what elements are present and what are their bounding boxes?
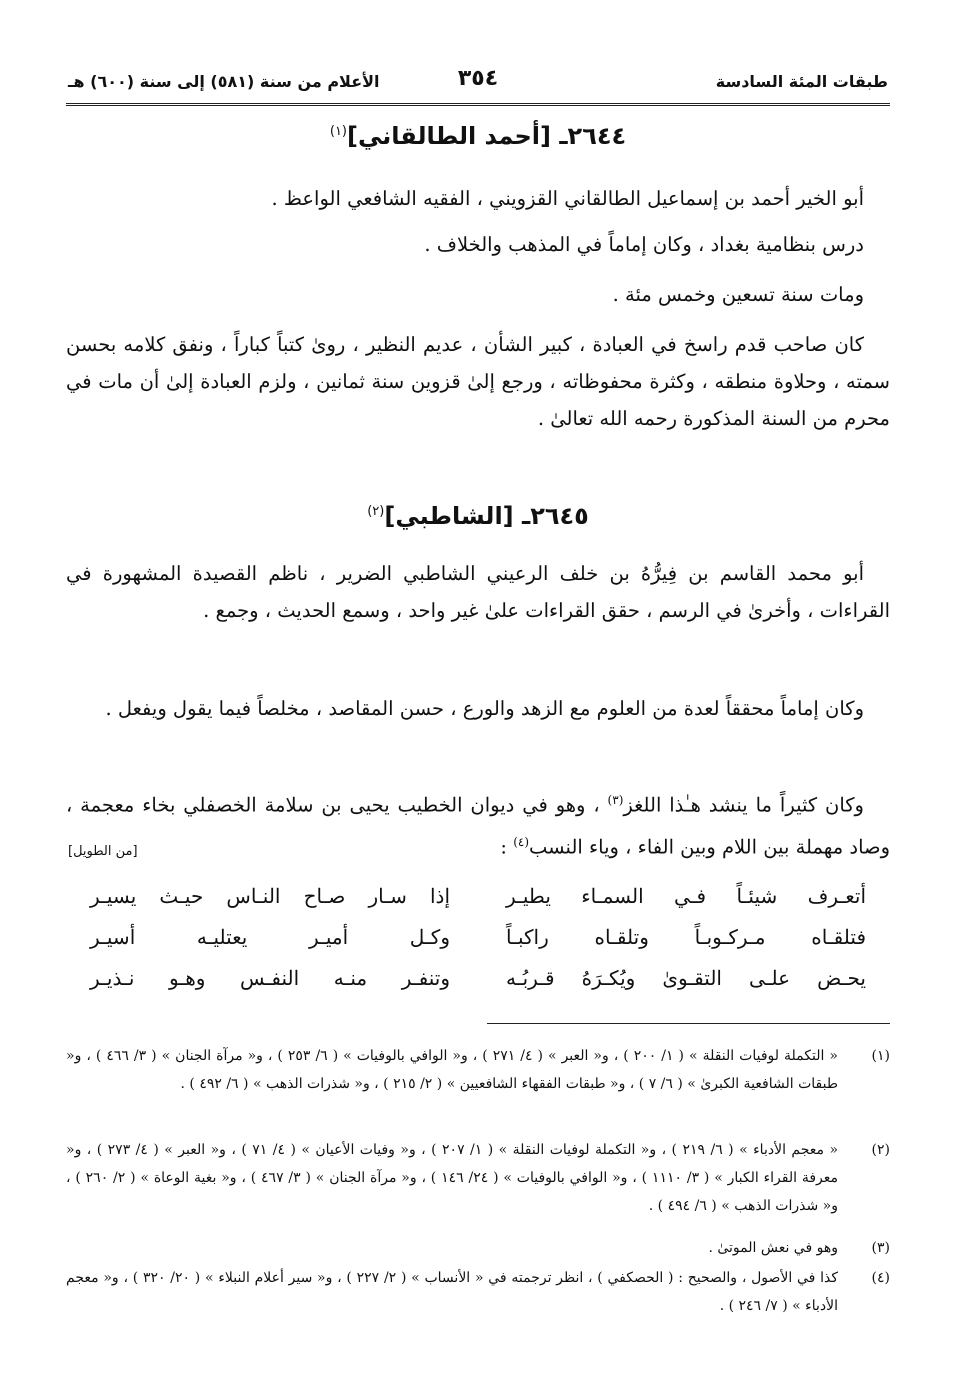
poem-meter: [من الطويل] xyxy=(68,844,138,859)
poem xyxy=(90,884,866,1007)
verse-first-hemistich: يحـض علـى التقـوىٰ ويُكـرَهُ قـربُـه xyxy=(506,966,866,990)
footnote xyxy=(66,1234,890,1262)
entry-title-text: ٢٦٤٤ـ [أحمد الطالقاني] xyxy=(347,122,627,150)
poem-verse xyxy=(90,884,866,925)
paragraph: كان صاحب قدم راسخ في العبادة ، كبير الشأن ، عديم النظير ، روىٰ كتباً كباراً ، ونفق كلامه بحسن سمته ، وحلاوة منطقه ، وكثرة محفوظاته ، ورجع إلىٰ قزوين سنة ثمانين ، ولزم العبادة إلىٰ أن مات في محرم من السنة المذكورة رحمه الله تعالىٰ . xyxy=(66,333,890,430)
paragraph: أبو محمد القاسم بن فِيرُّهُ بن خلف الرعيني الشاطبي الضرير ، ناظم القصيدة المشهورة في القراءات ، وأخرىٰ في الرسم ، حقق القراءات علىٰ غير واحد ، وسمع الحديث ، وجمع . xyxy=(66,562,890,622)
footnote-text: كذا في الأصول ، والصحيح : ( الحصكفي ) ، انظر ترجمته في « الأنساب » ( ٢/ ٢٢٧ ) ، و« سير أعلام النبلاء » ( ٢٠/ ٣٢٠ ) ، و« معجم الأدباء » ( ٧/ ٢٤٦ ) . xyxy=(66,1270,839,1314)
paragraph: درس بنظامية بغداد ، وكان إماماً في المذهب والخلاف . xyxy=(424,233,864,256)
paragraph-text: ، وهو في ديوان الخطيب يحيى بن سلامة الخصفلي بخاء معجمة ، وصاد مهملة بين اللام وبين الفاء ، وياء النسب xyxy=(66,793,890,858)
entry-2645-title xyxy=(60,502,896,530)
footnote-text: « التكملة لوفيات النقلة » ( ١/ ٢٠٠ ) ، و« العبر » ( ٤/ ٢٧١ ) ، و« الوافي بالوفيات » ( ٦/ ٢٥٣ ) ، و« مرآة الجنان » ( ٣/ ٤٦٦ ) ، و« طبقات الشافعية الكبرىٰ » ( ٦/ ٧ ) ، و« طبقات الفقهاء الشافعيين » ( ٢/ ٢١٥ ) ، و« شذرات الذهب » ( ٦/ ٤٩٢ ) . xyxy=(66,1048,838,1092)
poem-verse xyxy=(90,925,866,966)
verse-first-hemistich: فتلقـاه مـركـوبـاً وتلقـاه راكبـاً xyxy=(506,925,866,949)
page-number: ٣٥٤ xyxy=(457,66,499,91)
footnote-ref[interactable]: (٤) xyxy=(513,834,530,849)
running-header xyxy=(68,68,888,98)
paragraph: أبو الخير أحمد بن إسماعيل الطالقاني القزويني ، الفقيه الشافعي الواعظ . xyxy=(271,187,864,210)
footnote-ref[interactable]: (٣) xyxy=(607,793,624,807)
paragraph xyxy=(66,782,890,865)
footnote-number: (٣) xyxy=(871,1240,890,1256)
header-section-title: طبقات المئة السادسة xyxy=(715,72,888,91)
footnote-text: « معجم الأدباء » ( ٦/ ٢١٩ ) ، و« التكملة لوفيات النقلة » ( ١/ ٢٠٧ ) ، و« وفيات الأعيان » ( ٤/ ٧١ ) ، و« العبر » ( ٤/ ٢٧٣ ) ، و« معرفة القراء الكبار » ( ٣/ ١١١٠ ) ، و« الوافي بالوفيات » ( ٢٤/ ١٤٦ ) ، و« مرآة الجنان » ( ٣/ ٤٦٧ ) ، و« بغية الوعاة » ( ٢/ ٢٦٠ ) ، و« شذرات الذهب » ( ٦/ ٤٩٤ ) . xyxy=(66,1142,839,1214)
verse-first-hemistich: أتعـرف شيئـاً فـي السمـاء يطيـر xyxy=(506,884,866,908)
footnote-ref[interactable]: (١) xyxy=(329,124,347,139)
footnote-number: (١) xyxy=(871,1048,890,1064)
entry-title-text: ٢٦٤٥ـ [الشاطبي] xyxy=(384,502,589,530)
verse-second-hemistich: وتنفـر منـه النفـس وهـو نـذيـر xyxy=(90,966,450,990)
footnote xyxy=(66,1136,890,1220)
footnote-text: وهو في نعش الموتىٰ . xyxy=(708,1240,838,1256)
footnote xyxy=(66,1264,890,1320)
paragraph: وكان إماماً محققاً لعدة من العلوم مع الزهد والورع ، حسن المقاصد ، مخلصاً فيما يقول ويفعل . xyxy=(105,697,864,720)
paragraph: ومات سنة تسعين وخمس مئة . xyxy=(612,283,864,306)
entry-2644-title xyxy=(60,122,896,150)
paragraph-text: وكان كثيراً ما ينشد هـٰذا اللغز xyxy=(623,793,864,817)
footnote-ref[interactable]: (٢) xyxy=(367,504,385,519)
footnote-divider xyxy=(487,1023,890,1024)
verse-second-hemistich: إذا سـار صـاح النـاس حيـث يسيـر xyxy=(90,884,450,908)
header-range-title: الأعلام من سنة (٥٨١) إلى سنة (٦٠٠) هـ xyxy=(68,72,380,91)
poem-verse xyxy=(90,966,866,1007)
paragraph-text: : xyxy=(500,835,514,858)
footnote-number: (٢) xyxy=(871,1142,890,1158)
footnote xyxy=(66,1042,890,1098)
footnote-number: (٤) xyxy=(871,1270,890,1286)
header-divider xyxy=(66,103,890,106)
verse-second-hemistich: وكـل أميـر يعتليـه أسيـر xyxy=(90,925,450,949)
